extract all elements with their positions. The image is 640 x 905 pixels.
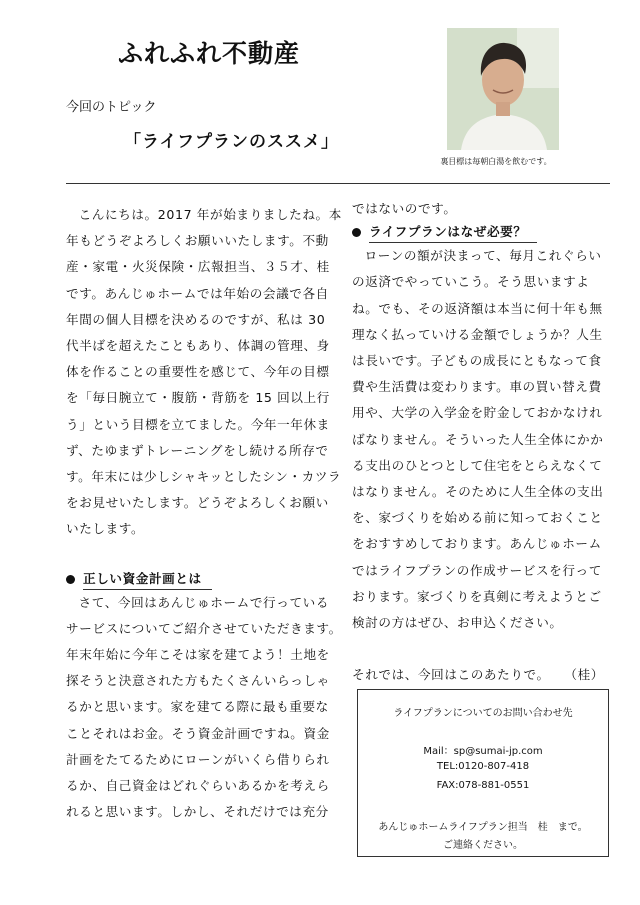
contact-heading: ライフプランについてのお問い合わせ先 (393, 708, 573, 719)
section-heading-text: ライフプランはなぜ必要？ (369, 222, 537, 243)
continuation-text: ではないのです。 (352, 201, 457, 216)
bullet-icon (352, 228, 361, 237)
author-photo (447, 28, 559, 150)
contact-person: あんじゅホームライフプラン担当 桂 まで。 (378, 822, 588, 833)
contact-fax: FAX:078-881-0551 (436, 780, 530, 791)
left-column (66, 202, 342, 825)
photo-caption: 裏目標は毎朝白湯を飲むです。 (440, 157, 552, 166)
newsletter-title: ふれふれ不動産 (118, 39, 301, 68)
signature: （桂） (564, 667, 604, 683)
right-column (352, 196, 614, 688)
contact-tel[interactable]: TEL:0120-807-418 (436, 761, 530, 772)
topic-title: 「ライフプランのススメ」 (124, 132, 339, 152)
contact-mail[interactable]: Mail：sp@sumai-jp.com (423, 746, 543, 757)
person-portrait-icon (447, 28, 559, 150)
intro-paragraph: こんにちは。2017 年が始まりましたね。本年もどうぞよろしくお願いいたします。不動産・家電・火災保険・広報担当、３５才、桂です。あんじゅホームでは年始の会議で各自年間の個人目標を決めるのですが、私は 30 代半ばを超えたこともあり、体調の管理、身体を作ることの重要性を感じて、今年の目標を「毎日腕立て・腹筋・背筋を 15 回以上行う」という目標を立てました。今年一年休まず、たゆまずトレーニングをし続ける所存です。年末には少しシャキッとしたシン・カツラをお見せいたします。どうぞよろしくお願いいたします。 (66, 207, 342, 537)
topic-label: 今回のトピック (66, 100, 157, 115)
section-heading-lifeplan (352, 222, 614, 243)
contact-note: ご連絡ください。 (443, 840, 523, 851)
header-divider (66, 183, 610, 184)
closing-text: それでは、今回はこのあたりで。 (352, 667, 550, 683)
lifeplan-paragraph: ローンの額が決まって、毎月これぐらいの返済でやっていこう。そう思いますよね。でも、その返済額は本当に何十年も無理なく払っていける金額でしょうか？人生は長いです。子どもの成長にともなって食費や生活費は変わります。車の買い替え費用や、大学の入学金を貯金しておかなければなりません。そういった人生全体にかかる支出のひとつとして住宅をとらえなくてはなりません。そのために人生全体の支出を、家づくりを始める前に知っておくことをおすすめしております。あんじゅホームではライフプランの作成サービスを行っております。家づくりを真剣に考えようとご検討の方はぜひ、お申込ください。 (352, 248, 604, 631)
contact-box (357, 689, 609, 857)
funding-paragraph: さて、今回はあんじゅホームで行っているサービスについてご紹介させていただきます。年末年始に今年こそは家を建てよう！土地を探そうと決意された方もたくさんいらっしゃるかと思います。家を建てる際に最も重要なことそれはお金。そう資金計画ですね。資金計画をたてるためにローンがいくら借りられるか、自己資金はどれぐらいあるかを考えられると思います。しかし、それだけでは充分 (66, 594, 342, 820)
section-heading-funding (66, 569, 342, 590)
closing-line (352, 662, 614, 688)
bullet-icon (66, 575, 75, 584)
section-heading-text: 正しい資金計画とは (83, 569, 212, 590)
